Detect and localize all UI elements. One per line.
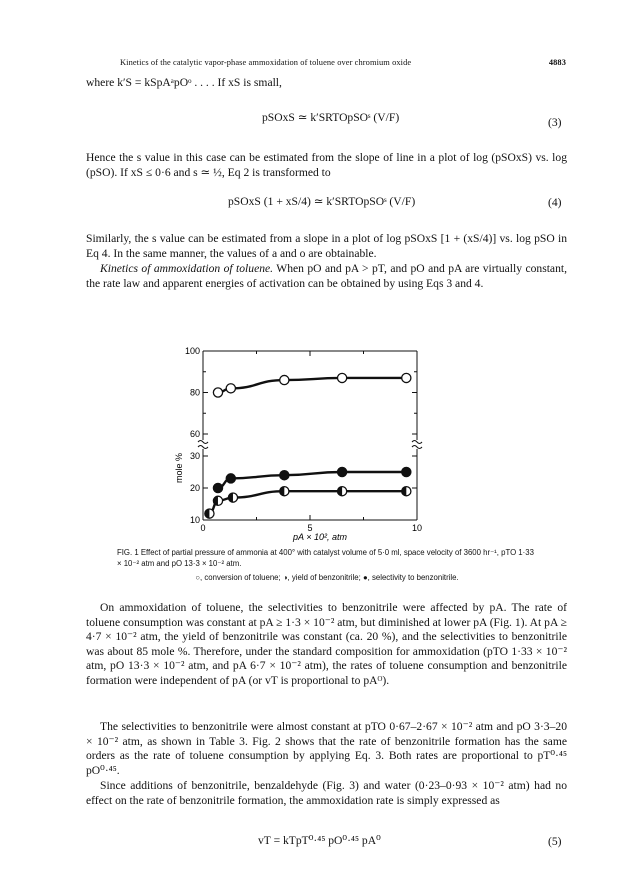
data-point-selectivity [226,474,235,483]
data-point-conversion [338,373,347,382]
equation-4: pSOxS (1 + xS/4) ≃ k′SRTOpSOˢ (V/F) [228,195,416,208]
chart-series-lines [209,378,406,514]
y-tick-label: 20 [189,483,200,493]
x-tick-label: 0 [200,523,206,533]
y-axis-label: mole % [174,452,184,484]
data-point-conversion [402,373,411,382]
y-tick-label: 60 [189,429,200,439]
figure-legend: ○, conversion of toluene; ◑, yield of benzonitrile; ●, selectivity to benzonitrile. [195,573,459,582]
data-point-selectivity [213,483,222,492]
data-point-selectivity [338,467,347,476]
y-tick-label: 10 [189,515,200,525]
kinetics-body: When pO and pA > pT, and pO and pA are virtually constant, the rate law and apparent energies of activation can be obtained by using Eqs 3 and 4. [86,262,567,290]
data-point-yield [213,496,222,505]
axis-break-mark [412,441,422,444]
y-tick-label: 100 [184,347,200,356]
figure-1-chart [160,347,460,547]
series-line [209,491,406,513]
equation-5: vT = kTpT⁰·⁴⁵ pO⁰·⁴⁵ pA⁰ [258,834,381,847]
data-point-yield [228,493,237,502]
y-tick-label: 30 [189,451,200,461]
figure-caption: FIG. 1 Effect of partial pressure of ammonia at 400° with catalyst volume of 5·0 ml, space velocity of 3600 hr⁻¹, pTO 1·33 × 10⁻² atm and pO 13·3 × 10⁻² atm. [117,548,534,568]
x-tick-label: 10 [411,523,423,533]
running-header [120,58,566,67]
series-line [218,472,406,488]
data-point-conversion [213,388,222,397]
data-point-conversion [226,384,235,393]
running-head: Kinetics of the catalytic vapor-phase ammoxidation of toluene over chromium oxide [120,58,412,67]
x-tick-label: 5 [307,523,313,533]
para-where: where k′S = kSpAᵃpOᵒ . . . . If xS is small, [86,76,282,89]
para-on-ammoxidation: On ammoxidation of toluene, the selectivities to benzonitrile were affected by pA. The rate of toluene consumption was constant at pA ≥ 1·3 × 10⁻² atm, but diminished at lower pA (Fig. 1). At pA ≥ 4·7 × 10⁻² atm, the yield of benzonitrile was constant (ca. 20 %), and the selectivities to benzonitrile was about 85 mole %. Therefore, under the standard composition for ammoxidation (pTO 1·33 × 10⁻² atm, pO 13·3 × 10⁻² atm, and pA 6·7 × 10⁻² atm), the rates of toluene consumption and benzonitrile formation were independent of pA (or vT is proportional to pAᴼ). [86,601,567,687]
axis-break-mark [198,446,208,449]
equation-3: pSOxS ≃ k′SRTOpSOˢ (V/F) [262,111,400,124]
equation-5-number: (5) [548,835,562,848]
data-point-yield [280,487,289,496]
y-tick-label: 80 [189,387,200,398]
equation-4-number: (4) [548,196,562,209]
para-similarly: Similarly, the s value can be estimated from a slope in a plot of log pSOxS [1 + (xS/4)] vs. log pSO in Eq 4. In the same manner, the values of a and o are obtainable. [86,232,567,260]
para-hence: Hence the s value in this case can be estimated from the slope of line in a plot of log (pSOxS) vs. log (pSO). If xS ≤ 0·6 and s ≃ ½, Eq 2 is transformed to [86,151,567,179]
data-point-yield [205,509,214,518]
equation-3-number: (3) [548,116,562,129]
data-point-conversion [280,375,289,384]
series-line [218,378,406,393]
para-since: Since additions of benzonitrile, benzaldehyde (Fig. 3) and water (0·23–0·93 × 10⁻² atm) had no effect on the rate of benzonitrile formation, the ammoxidation rate is simply expressed as [86,779,567,807]
x-axis-label: pA × 10², atm [293,532,347,542]
data-point-selectivity [280,471,289,480]
axis-break-mark [412,446,422,449]
kinetics-heading: Kinetics of ammoxidation of toluene. [100,262,274,275]
data-point-selectivity [402,467,411,476]
para-selectivities: The selectivities to benzonitrile were almost constant at pTO 0·67–2·67 × 10⁻² atm and pO 3·3–20 × 10⁻² atm, as shown in Table 3. Fig. 2 shows that the rate of benzonitrile formation has the same orders as the rate of toluene consumption by applying Eq. 3. Both rates are proportional to pT⁰·⁴⁵ pO⁰·⁴⁵. [86,720,567,777]
data-point-yield [402,487,411,496]
data-point-yield [338,487,347,496]
axis-break-mark [198,441,208,444]
page-number: 4883 [548,58,566,67]
para-kinetics [86,262,567,291]
chart-series-points [205,373,411,518]
